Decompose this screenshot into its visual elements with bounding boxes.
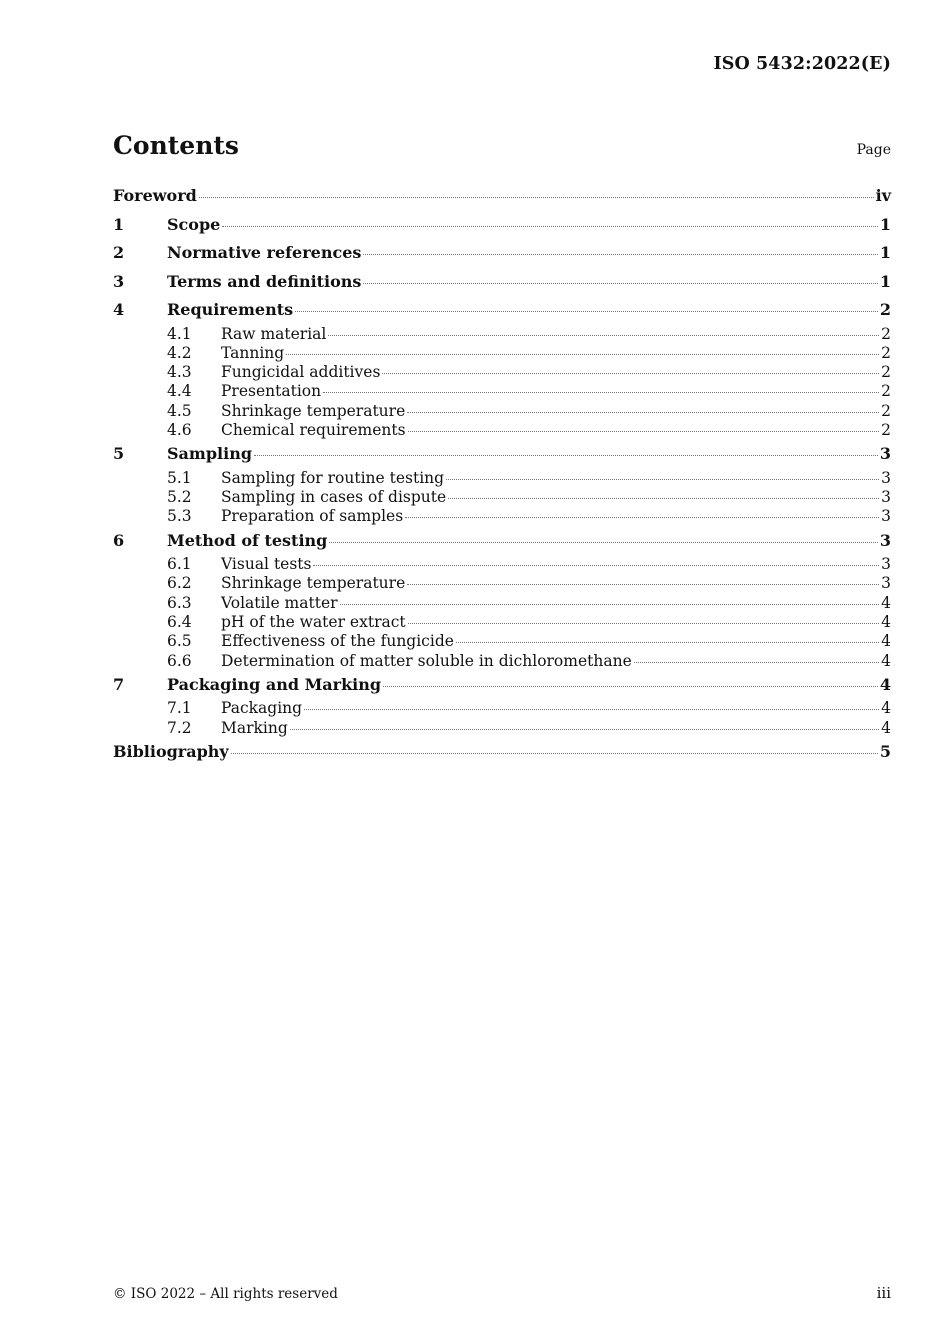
toc-entry-title: Requirements bbox=[167, 300, 294, 319]
toc-subentry-title: pH of the water extract bbox=[221, 613, 406, 632]
toc-entry-number: 5 bbox=[113, 444, 125, 464]
toc-entry-page: 1 bbox=[879, 214, 891, 234]
toc-subentry-page: 4 bbox=[881, 718, 891, 737]
toc-subentry[interactable] bbox=[113, 402, 891, 421]
toc-subentry[interactable] bbox=[113, 613, 891, 632]
toc-entry-page: 3 bbox=[879, 444, 891, 464]
toc-entry[interactable] bbox=[113, 211, 891, 240]
toc-entry-page: iv bbox=[875, 186, 891, 205]
toc-subentry-title: Effectiveness of the fungicide bbox=[221, 632, 454, 651]
toc-entry-title: Normative references bbox=[167, 243, 362, 262]
dot-leader bbox=[222, 226, 878, 227]
toc-subentry-page: 3 bbox=[881, 468, 891, 487]
toc-entry-title: Sampling bbox=[167, 444, 253, 464]
toc-subentry-page: 3 bbox=[881, 507, 891, 526]
toc-subentry[interactable] bbox=[113, 469, 891, 488]
toc-subentry-number: 7.2 bbox=[167, 718, 192, 737]
toc-subentry[interactable] bbox=[113, 719, 891, 738]
toc-subentry-title: Sampling for routine testing bbox=[221, 468, 445, 487]
dot-leader bbox=[408, 431, 880, 432]
toc-subentry-page: 4 bbox=[881, 613, 891, 632]
toc-subentry[interactable] bbox=[113, 594, 891, 613]
toc-entry-number: 6 bbox=[113, 530, 125, 550]
toc-subentry-number: 6.3 bbox=[167, 593, 192, 612]
toc-subentry-page: 2 bbox=[881, 343, 891, 362]
dot-leader bbox=[446, 479, 879, 480]
toc-subentry[interactable] bbox=[113, 652, 891, 671]
dot-leader bbox=[407, 412, 879, 413]
toc-entry[interactable] bbox=[113, 296, 891, 325]
toc-subentry-number: 5.3 bbox=[167, 507, 192, 526]
toc-subentry-title: Raw material bbox=[221, 324, 327, 343]
toc-subentry[interactable] bbox=[113, 555, 891, 574]
toc-subentry[interactable] bbox=[113, 344, 891, 363]
toc-subentry[interactable] bbox=[113, 421, 891, 440]
toc-entry[interactable] bbox=[113, 527, 891, 556]
dot-leader bbox=[254, 455, 878, 456]
table-of-contents bbox=[113, 182, 891, 767]
dot-leader bbox=[286, 354, 879, 355]
standard-identifier: ISO 5432:2022(E) bbox=[713, 54, 891, 74]
toc-subentry-page: 4 bbox=[881, 651, 891, 670]
toc-subentry-title: Shrinkage temperature bbox=[221, 401, 406, 420]
dot-leader bbox=[199, 197, 874, 198]
toc-subentry-title: Shrinkage temperature bbox=[221, 574, 406, 593]
toc-entry-page: 1 bbox=[879, 243, 891, 262]
toc-entry-title: Terms and definitions bbox=[167, 271, 362, 291]
toc-subentry[interactable] bbox=[113, 632, 891, 651]
toc-subentry-number: 4.4 bbox=[167, 382, 192, 401]
dot-leader bbox=[323, 392, 879, 393]
toc-subentry-number: 6.2 bbox=[167, 574, 192, 593]
toc-subentry-page: 2 bbox=[881, 382, 891, 401]
toc-subentry-number: 4.5 bbox=[167, 401, 192, 420]
toc-entry-page: 3 bbox=[879, 530, 891, 550]
dot-leader bbox=[328, 335, 879, 336]
page-title: Contents bbox=[113, 131, 240, 160]
toc-entry-title: Method of testing bbox=[167, 530, 328, 550]
toc-subentry[interactable] bbox=[113, 574, 891, 593]
toc-entry-number: 1 bbox=[113, 214, 125, 234]
toc-entry-page: 5 bbox=[879, 742, 891, 762]
toc-entry-title: Scope bbox=[167, 214, 221, 234]
toc-subentry-number: 5.1 bbox=[167, 468, 192, 487]
toc-subentry-page: 2 bbox=[881, 420, 891, 439]
dot-leader bbox=[340, 604, 880, 605]
toc-subentry[interactable] bbox=[113, 699, 891, 718]
toc-subentry[interactable] bbox=[113, 325, 891, 344]
toc-entry-number: 4 bbox=[113, 300, 125, 319]
toc-entry-title: Packaging and Marking bbox=[167, 674, 382, 694]
toc-subentry-title: Visual tests bbox=[221, 555, 312, 574]
toc-entry-number: 2 bbox=[113, 243, 125, 262]
dot-leader bbox=[313, 565, 879, 566]
toc-entry-number: 7 bbox=[113, 674, 125, 694]
toc-subentry-number: 7.1 bbox=[167, 699, 192, 718]
toc-subentry-title: Fungicidal additives bbox=[221, 363, 381, 382]
toc-subentry-number: 6.6 bbox=[167, 651, 192, 670]
dot-leader bbox=[304, 709, 879, 710]
toc-subentry-number: 6.4 bbox=[167, 613, 192, 632]
toc-subentry-title: Presentation bbox=[221, 382, 322, 401]
toc-subentry-title: Tanning bbox=[221, 343, 285, 362]
copyright-notice: © ISO 2022 – All rights reserved bbox=[113, 1286, 338, 1302]
toc-subentry-page: 4 bbox=[881, 699, 891, 718]
toc-subentry-page: 4 bbox=[881, 632, 891, 651]
toc-subentry[interactable] bbox=[113, 488, 891, 507]
dot-leader bbox=[405, 517, 879, 518]
dot-leader bbox=[448, 498, 879, 499]
toc-subentry-number: 6.5 bbox=[167, 632, 192, 651]
dot-leader bbox=[290, 729, 879, 730]
toc-subentry-title: Marking bbox=[221, 718, 288, 737]
toc-entry-page: 1 bbox=[879, 271, 891, 291]
toc-subentry-number: 4.3 bbox=[167, 363, 192, 382]
toc-subentry-page: 2 bbox=[881, 324, 891, 343]
toc-subentry-title: Volatile matter bbox=[221, 593, 338, 612]
dot-leader bbox=[383, 686, 878, 687]
toc-entry-number: 3 bbox=[113, 271, 125, 291]
dot-leader bbox=[363, 254, 877, 255]
toc-entry[interactable] bbox=[113, 440, 891, 469]
dot-leader bbox=[295, 311, 878, 312]
toc-subentry-page: 3 bbox=[881, 555, 891, 574]
toc-entry[interactable] bbox=[113, 182, 891, 211]
dot-leader bbox=[231, 753, 878, 754]
toc-subentry-number: 4.6 bbox=[167, 420, 192, 439]
toc-subentry-page: 3 bbox=[881, 574, 891, 593]
dot-leader bbox=[382, 373, 879, 374]
page-column-label: Page bbox=[856, 142, 891, 158]
toc-subentry-title: Packaging bbox=[221, 699, 303, 718]
dot-leader bbox=[407, 584, 879, 585]
toc-subentry[interactable] bbox=[113, 382, 891, 401]
toc-entry[interactable] bbox=[113, 239, 891, 268]
dot-leader bbox=[329, 542, 878, 543]
toc-subentry[interactable] bbox=[113, 363, 891, 382]
toc-subentry-page: 2 bbox=[881, 401, 891, 420]
toc-subentry-number: 5.2 bbox=[167, 488, 192, 507]
toc-entry[interactable] bbox=[113, 671, 891, 700]
toc-subentry-number: 6.1 bbox=[167, 555, 192, 574]
dot-leader bbox=[634, 662, 879, 663]
toc-subentry-number: 4.2 bbox=[167, 343, 192, 362]
toc-subentry-title: Preparation of samples bbox=[221, 507, 404, 526]
toc-subentry-page: 3 bbox=[881, 488, 891, 507]
dot-leader bbox=[408, 623, 880, 624]
toc-subentry-title: Chemical requirements bbox=[221, 420, 406, 439]
toc-entry[interactable] bbox=[113, 738, 891, 767]
toc-subentry-page: 2 bbox=[881, 363, 891, 382]
toc-subentry-title: Sampling in cases of dispute bbox=[221, 488, 447, 507]
toc-entry[interactable] bbox=[113, 268, 891, 297]
toc-subentry-number: 4.1 bbox=[167, 324, 192, 343]
toc-subentry[interactable] bbox=[113, 507, 891, 526]
toc-entry-page: 4 bbox=[879, 674, 891, 694]
toc-entry-title: Foreword bbox=[113, 186, 197, 205]
toc-subentry-title: Determination of matter soluble in dichloromethane bbox=[221, 651, 632, 670]
dot-leader bbox=[456, 642, 879, 643]
toc-entry-title: Bibliography bbox=[113, 742, 229, 762]
toc-entry-page: 2 bbox=[879, 300, 891, 319]
dot-leader bbox=[363, 283, 877, 284]
page-number: iii bbox=[876, 1284, 891, 1302]
toc-subentry-page: 4 bbox=[881, 593, 891, 612]
